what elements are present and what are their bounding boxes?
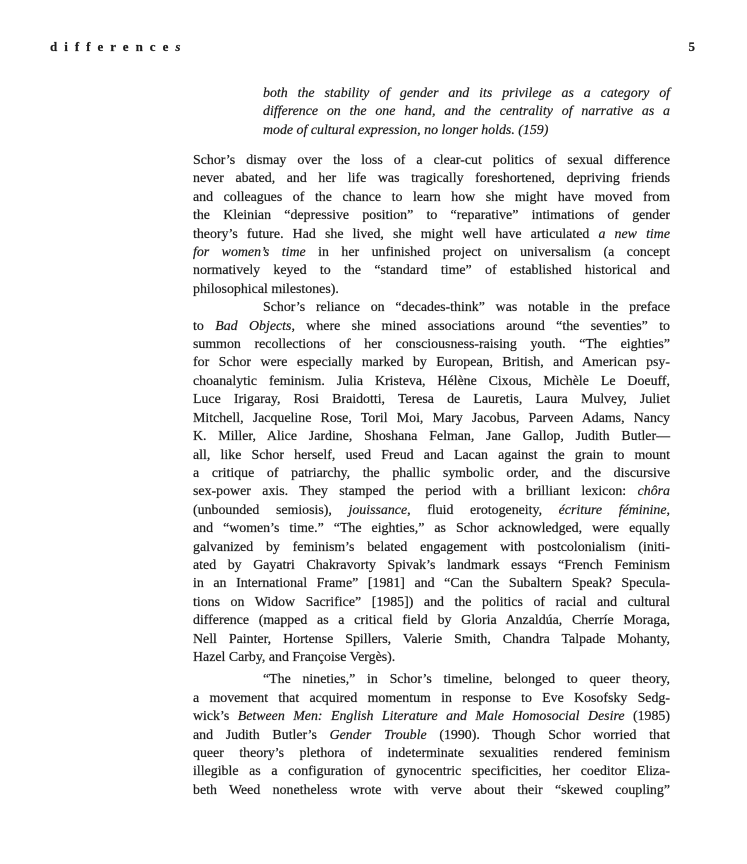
paragraph: [193, 152, 670, 299]
text-line: tions on Widow Sacrifice” [1985]) and the politics of racial and cultural: [193, 594, 670, 610]
text-line: galvanized by feminism’s belated engagement with postcolonialism (initi-: [193, 539, 670, 555]
text-line: Luce Irigaray, Rosi Braidotti, Teresa de Lauretis, Laura Mulvey, Juliet: [193, 392, 670, 408]
text-line: wick’s Between Men: English Literature and Male Homosocial Desire (1985): [193, 709, 670, 725]
text-line: (unbounded semiosis), jouissance, fluid erotogeneity, écriture féminine,: [193, 502, 671, 518]
text-line: Schor’s reliance on “decades-think” was notable in the preface: [263, 300, 670, 316]
text-line: difference (mapped as a critical field by Gloria Anzaldúa, Cherríe Moraga,: [193, 613, 670, 629]
text-line: theory’s future. Had she lived, she might well have articulated a new time: [193, 226, 670, 242]
paragraph: [193, 299, 670, 667]
text-line: philosophical milestones).: [193, 281, 339, 297]
text-line: a movement that acquired momentum in response to Eve Kosofsky Sedg-: [193, 690, 670, 706]
text-line: the Kleinian “depressive position” to “reparative” intimations of gender: [193, 208, 670, 224]
text-line: and Judith Butler’s Gender Trouble (1990). Though Schor worried that: [193, 727, 671, 743]
text-line: sex-power axis. They stamped the period with a brilliant lexicon: chôra: [193, 484, 670, 500]
text-line: and “women’s time.” “The eighties,” as Schor acknowledged, were equally: [193, 521, 670, 537]
text-line: Hazel Carby, and Françoise Vergès).: [193, 649, 396, 665]
text-line: and colleagues of the chance to learn how she might have moved from: [193, 189, 670, 205]
journal-title-main: difference: [50, 39, 176, 54]
text-line: “The nineties,” in Schor’s timeline, belonged to queer theory,: [263, 672, 670, 688]
text-line: all, like Schor herself, used Freud and Lacan against the grain to mount: [193, 447, 670, 463]
text-line: queer theory’s plethora of indeterminate sexualities rendered feminism: [193, 746, 670, 761]
text-line: choanalytic feminism. Julia Kristeva, Hélène Cixous, Michèle Le Doeuff,: [193, 373, 670, 389]
text-line: never abated, and her life was tragically foreshortened, depriving friends: [193, 171, 670, 187]
text-line: Nell Painter, Hortense Spillers, Valerie Smith, Chandra Talpade Mohanty,: [193, 631, 670, 647]
text-line: Mitchell, Jacqueline Rose, Toril Moi, Mary Jacobus, Parveen Adams, Nancy: [193, 410, 670, 426]
text-line: ated by Gayatri Chakravorty Spivak’s landmark essays “French Feminism: [193, 557, 670, 573]
text-line: summon recollections of her consciousness-raising youth. “The eighties”: [193, 337, 670, 353]
text-line: Schor’s dismay over the loss of a clear-cut politics of sexual difference: [193, 153, 670, 168]
text-line: for Schor were especially marked by European, British, and American psy-: [193, 355, 670, 371]
paragraph: [193, 671, 670, 800]
text-line: to Bad Objects, where she mined associations around “the seventies” to: [193, 318, 671, 334]
journal-title-italic-s: s: [175, 39, 188, 54]
journal-title: [50, 39, 187, 55]
text-line: K. Miller, Alice Jardine, Shoshana Felman, Jane Gallop, Judith Butler—: [193, 429, 670, 445]
block-quote: [263, 85, 670, 140]
text-line: for women’s time in her unfinished project on universalism (a concept: [193, 245, 670, 261]
text-line: beth Weed nonetheless wrote with verve about their “skewed coupling”: [193, 782, 670, 798]
text-line: a critique of patriarchy, the phallic symbolic order, and the discursive: [193, 465, 670, 481]
page-number: 5: [688, 39, 695, 54]
text-line: in an International Frame” [1981] and “Can the Subaltern Speak? Specula-: [193, 576, 670, 592]
text-line: normatively keyed to the “standard time” of established historical and: [193, 263, 670, 279]
body-text: [193, 152, 670, 800]
text-line: difference on the one hand, and the centrality of narrative as a: [263, 104, 670, 120]
text-line: illegible as a configuration of gynocentric specificities, her coeditor Eliza-: [193, 764, 670, 780]
running-head: [50, 39, 695, 55]
text-line: both the stability of gender and its privilege as a category of: [263, 86, 670, 101]
text-line: mode of cultural expression, no longer holds. (159): [263, 122, 549, 138]
